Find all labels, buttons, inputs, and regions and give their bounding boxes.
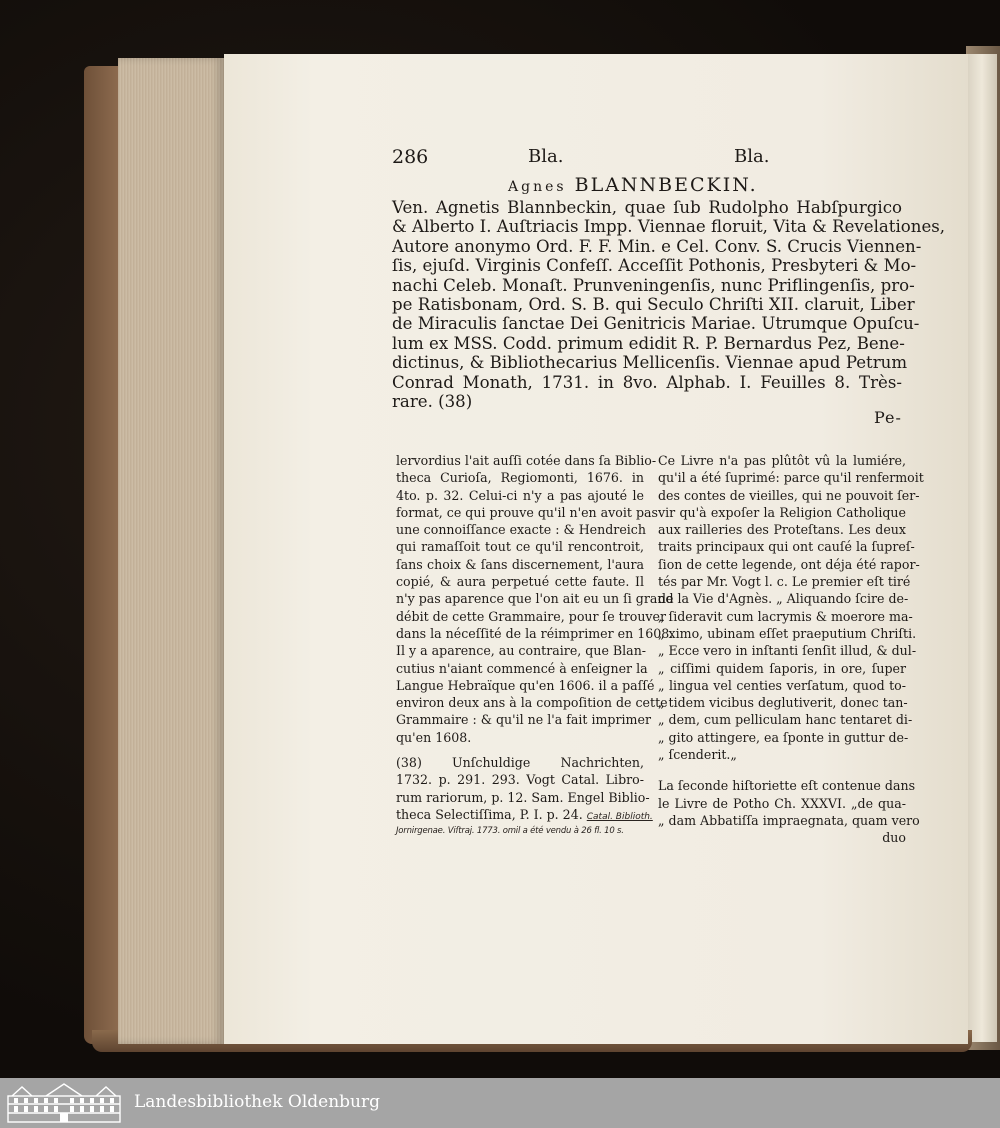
running-head xyxy=(392,146,770,170)
page-number: 286 xyxy=(392,146,429,168)
column-line: débit de cette Grammaire, pour ſe trouver xyxy=(396,608,667,624)
handwritten-annotation: Catal. Biblioth. xyxy=(586,811,653,822)
entry-line: nachi Celeb. Monaſt. Prunveningenſis, nunc Priflingenſis, pro- xyxy=(392,275,915,295)
book-page xyxy=(224,54,968,1044)
entry-line: Ven. Agnetis Blannbeckin, quae ſub Rudolpho Habſpurgico xyxy=(392,198,902,217)
header-left: Bla. xyxy=(528,146,564,167)
page-block-edge xyxy=(118,58,224,1044)
column-line: „ ciſſimi quidem ſaporis, in ore, ſuper xyxy=(658,660,906,676)
library-building-logo-icon xyxy=(6,1082,122,1124)
column-line: le Livre de Potho Ch. XXXVI. „de qua- xyxy=(658,795,906,811)
footnote xyxy=(396,754,653,840)
column-line: Il y a aparence, au contraire, que Blan- xyxy=(396,643,647,659)
column-line: traits principaux qui ont cauſé la ſupreſ- xyxy=(658,539,915,555)
entry-line: Autore anonymo Ord. F. F. Min. e Cel. Conv. S. Crucis Viennen- xyxy=(392,236,922,256)
entry-line: de Miraculis ſanctae Dei Genitricis Mariae. Utrumque Opuſcu- xyxy=(392,314,920,334)
column-line: „ Ecce vero in inſtanti ſenſit illud, & dul- xyxy=(658,643,917,659)
column-line: copié, & aura perpetué cette faute. Il xyxy=(396,574,644,590)
column-line: de la Vie d'Agnès. „ Aliquando ſcire de- xyxy=(658,591,909,607)
column-line: format, ce qui prouve qu'il n'en avoit pas xyxy=(396,504,659,520)
entry-title xyxy=(508,174,758,196)
column-line: lervordius l'ait auſſi cotée dans ſa Biblio- xyxy=(396,453,657,468)
footnote-line xyxy=(396,806,653,823)
column-line: environ deux ans à la compoſition de cette xyxy=(396,695,668,711)
column-line: 4to. p. 32. Celui-ci n'y a pas ajouté le xyxy=(396,487,644,503)
column-line: „ dem, cum pelliculam hanc tentaret di- xyxy=(658,712,913,728)
footnote-line: 1732. p. 291. 293. Vogt Catal. Libro- xyxy=(396,772,644,788)
catchword: Pe- xyxy=(874,408,902,427)
column-line: vir qu'à expoſer la Religion Catholique xyxy=(658,504,906,520)
column-line: Langue Hebraïque qu'en 1606. il a paſſé xyxy=(396,677,655,693)
left-column xyxy=(396,452,674,746)
column-line: „ ſideravit cum lacrymis & moerore ma- xyxy=(658,608,913,624)
facing-page-edge xyxy=(966,54,997,1042)
library-name: Landesbibliothek Oldenburg xyxy=(134,1092,381,1112)
column-line: Grammaire : & qu'il ne l'a fait imprimer xyxy=(396,712,651,728)
right-column xyxy=(658,452,924,847)
footnote-line: rum rariorum, p. 12. Sam. Engel Biblio- xyxy=(396,789,650,805)
column-line: „ tidem vicibus deglutiverit, donec tan- xyxy=(658,695,908,711)
column-line: n'y pas aparence que l'on ait eu un ſi grand xyxy=(396,591,674,607)
column-line: tés par Mr. Vogt l. c. Le premier eſt tiré xyxy=(658,574,911,590)
entry-line: ſis, ejuſd. Virginis Confeſſ. Acceſſit Pothonis, Presbyteri & Mo- xyxy=(392,256,917,276)
column-line: des contes de vieilles, qui ne pouvoit ſer- xyxy=(658,487,920,503)
column-line: „ lingua vel centies verſatum, quod to- xyxy=(658,677,906,693)
entry-line: lum ex MSS. Codd. primum edidit R. P. Bernardus Pez, Bene- xyxy=(392,333,905,353)
column-line: La ſeconde hiſtoriette eſt contenue dans xyxy=(658,778,916,794)
column-line: „ ximo, ubinam eſſet praeputium Chriſti. xyxy=(658,625,917,641)
column-line: theca Curioſa, Regiomonti, 1676. in xyxy=(396,470,644,486)
column-line: qu'il a été ſuprimé: parce qu'il renfermoit xyxy=(658,470,924,486)
entry-line: Conrad Monath, 1731. in 8vo. Alphab. I. Feuilles 8. Très- xyxy=(392,372,902,392)
right-column-paragraph-2 xyxy=(658,777,920,846)
column-line: qui ramaſſoit tout ce qu'il rencontroit, xyxy=(396,539,644,555)
column-line: aux railleries des Proteſtans. Les deux xyxy=(658,522,906,538)
column-line: „ dam Abbatiſſa impraegnata, quam vero xyxy=(658,812,920,828)
entry-line: & Alberto I. Auſtriacis Impp. Viennae floruit, Vita & Revelationes, xyxy=(392,217,946,237)
footnote-line: (38) Unſchuldige Nachrichten, xyxy=(396,755,644,770)
column-line: Ce Livre n'a pas plûtôt vû la lumiére, xyxy=(658,453,906,468)
column-line: cutius n'aiant commencé à enſeigner la xyxy=(396,660,648,676)
column-line: „ ſcenderit.„ xyxy=(658,747,737,763)
column-line: ſans choix & ſans discernement, l'aura xyxy=(396,556,644,572)
header-right: Bla. xyxy=(734,146,770,167)
column-catchword: duo xyxy=(882,830,906,846)
column-line: une connoiſſance exacte : & Hendreich xyxy=(396,522,646,538)
entry-body xyxy=(392,198,946,411)
library-footer-bar xyxy=(0,1078,1000,1128)
entry-title-first-name: Agnes xyxy=(508,179,567,195)
column-line: „ gito attingere, ea ſponte in guttur de- xyxy=(658,729,909,745)
footnote-line-text: theca Selectiſſima, P. I. p. 24. xyxy=(396,806,583,822)
column-line: qu'en 1608. xyxy=(396,729,472,745)
column-line: ſion de cette legende, ont déja été rapor- xyxy=(658,556,920,572)
entry-line: pe Ratisbonam, Ord. S. B. qui Seculo Chriſti XII. claruit, Liber xyxy=(392,294,915,314)
handwritten-note: Jornirgenae. Viſtraj. 1773. omil a été vendu à 26 fl. 10 s. xyxy=(396,826,624,837)
column-line: dans la néceſſité de la réimprimer en 1608. xyxy=(396,625,674,641)
entry-line: dictinus, & Bibliothecarius Mellicenſis. Viennae apud Petrum xyxy=(392,353,908,373)
entry-line: rare. (38) xyxy=(392,391,473,411)
entry-title-surname: BLANNBECKIN. xyxy=(574,174,758,196)
